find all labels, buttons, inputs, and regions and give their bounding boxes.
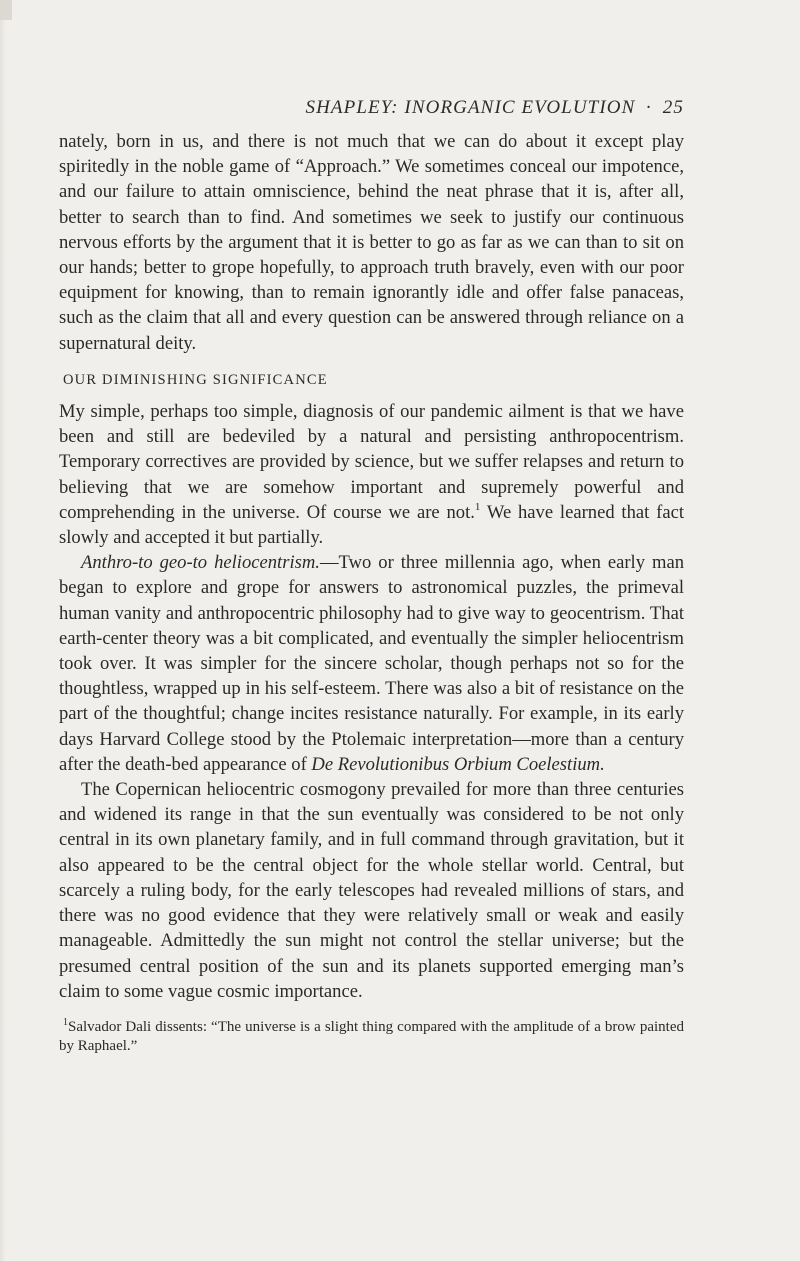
diagnosis-text-cont: We have learned that fact slowly and accepted it but partially.	[59, 501, 684, 549]
paragraph-copernican: The Copernican heliocentric cosmogony prevailed for more than three centuries and widened its range in that the sun eventually was considered to be not only central in its own planetary family, and in full command through gravitation, but it also appeared to be the central object for the whole stellar world. Central, but scarcely a ruling body, for the early telescopes had revealed millions of stars, and there was no good evidence that they were relatively small or weak and easily manageable. Admittedly the sun might not control the stellar universe; but the presumed central position of the sun and its planets supported emerging man’s claim to some vague cosmic importance.	[59, 779, 684, 1002]
section-heading-text: OUR DIMINISHING SIGNIFICANCE	[63, 371, 328, 388]
header-separator: ·	[645, 97, 653, 118]
page-spine-shadow	[0, 0, 6, 1261]
body-text	[59, 129, 684, 1055]
footnote	[59, 1018, 684, 1055]
running-title: SHAPLEY: INORGANIC EVOLUTION	[305, 97, 636, 118]
run-in-heading: Anthro-to geo-to heliocentrism.	[81, 552, 320, 574]
book-title: De Revolutionibus Orbium Coelestium.	[311, 753, 605, 775]
footnote-reference: 1	[474, 500, 481, 513]
heliocentrism-text: —Two or three millennia ago, when early man began to explore and grope for answers to astronomical puzzles, the primeval human vanity and anthropocentric philosophy had to give way to geocentrism. That earth-center theory was a bit complicated, and eventually the simpler heliocentrism took over. It was simpler for the sincere scholar, though perhaps not so for the thoughtless, wrapped up in his self-esteem. There was also a bit of resistance on the part of the thoughtful; change incites resistance naturally. For example, in its early days Harvard College stood by the Ptolemaic interpretation—more than a century after the death-bed appearance of	[59, 552, 684, 775]
running-head	[59, 95, 684, 121]
section-heading	[63, 368, 684, 393]
book-page	[59, 95, 684, 1055]
paragraph-heliocentrism	[59, 550, 684, 777]
corner-mark	[0, 0, 12, 20]
footnote-text: Salvador Dali dissents: “The universe is a slight thing compared with the amplitude of a brow painted by Raphael.”	[59, 1018, 684, 1054]
footnote-mark: 1	[63, 1016, 68, 1028]
diagnosis-text: My simple, perhaps too simple, diagnosis of our pandemic ailment is that we have been and still are bedeviled by a natural and persisting anthropocentrism. Temporary correctives are provided by science, but we suffer relapses and return to believing that we are somehow important and supremely powerful and comprehending in the universe. Of course we are not.	[59, 401, 684, 523]
paragraph-diagnosis	[59, 399, 684, 550]
page-number: 25	[662, 97, 684, 118]
paragraph-continued: nately, born in us, and there is not much that we can do about it except play spiritedly in the noble game of “Approach.” We sometimes conceal our impotence, and our failure to attain omniscience, behind the neat phrase that it is, after all, better to search than to find. And sometimes we seek to justify our continuous nervous efforts by the argument that it is better to go as far as we can than to sit on our hands; better to grope hopefully, to approach truth bravely, even with our poor equipment for knowing, than to remain ignorantly idle and offer false panaceas, such as the claim that all and every question can be answered through reliance on a supernatural deity.	[59, 131, 684, 354]
